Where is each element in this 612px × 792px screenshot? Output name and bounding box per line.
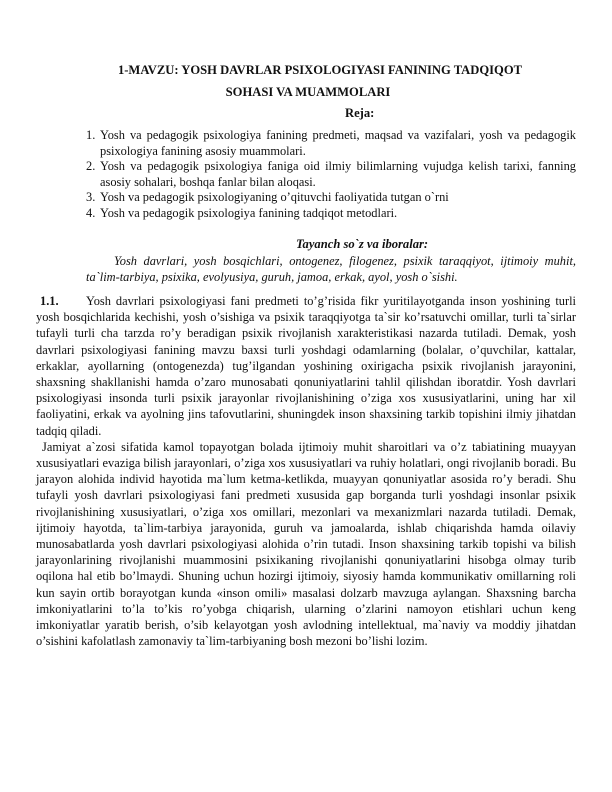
paragraph-1 (36, 293, 576, 439)
main-text (36, 293, 576, 649)
plan-item-text: Yosh va pedagogik psixologiya faniga oid ilmiy bilimlarning vujudga kelish tarixi, fanning asosiy sohalari, boshqa fanlar bilan aloqasi. (100, 159, 576, 189)
keywords-text: Yosh davrlari, yosh bosqichlari, ontogenez, filogenez, psixik taraqqiyot, ijtimoiy muhit, ta`lim-tarbiya, psixika, evolyusiya, guruh, jamoa, erkak, ayol, yosh o`sishi. (86, 254, 576, 284)
document-title-line-2: SOHASI VA MUAMMOLARI (225, 85, 391, 99)
plan-item-number: 1. (86, 128, 96, 142)
plan-item-text: Yosh va pedagogik psixologiya fanining predmeti, maqsad va vazifalari, yosh va pedagogik psixologiya fanining asosiy muammolari. (100, 128, 576, 158)
keywords-heading: Tayanch so`z va iboralar: (296, 237, 429, 251)
section-number: 1.1. (40, 294, 59, 308)
plan-list (86, 128, 576, 222)
paragraph-1-text: Yosh davrlari psixologiyasi fani predmeti to’g’risida fikr yuritilayotganda inson yoshining turli yosh bosqichlarida kechishi, yosh o’sishiga va psixik taraqqiyotga ta`sir ko’rsatuvchi omillar, turli ta`sirlar tufayli turli cha tarzda ro’y beradigan psixik rivojlanish xarakteristikasi nazarda tutiladi. Demak, yosh davrlari psixologiyasi fanining mavzu baxsi turli yoshdagi odamlarning (bolalar, o’quvchilar, kattalar, erkaklar, ayollarning (ontogenezda) tug’ilgandan yoshining oxirigacha psixik rivojlanish jarayonini, shaxsning shakllanishi hamda o’zaro munosabati qonuniyatlarini tahlil qilishdan iboratdir. Yosh davrlari psixologiyasi insonda turli psixik jarayonlar rivojlanishining o’ziga xos xususiyatlarini, uning har xil faoliyatini, erkak va ayolning jins tafovutlarini, shuningdek inson shaxsining tarkib topishini ilmiy jihatdan tadqiq qiladi. (36, 294, 576, 438)
document-title-line-1: 1-MAVZU: YOSH DAVRLAR PSIXOLOGIYASI FANINING TADQIQOT (117, 63, 523, 77)
plan-item-number: 3. (86, 190, 96, 205)
plan-item (86, 128, 576, 159)
plan-item-text: Yosh va pedagogik psixologiya fanining tadqiqot metodlari. (100, 205, 398, 220)
plan-item-text: Yosh va pedagogik psixologiyaning o’qituvchi faoliyatida tutgan o`rni (100, 190, 449, 205)
plan-item (86, 190, 576, 206)
plan-item-number: 2. (86, 159, 96, 174)
plan-item (86, 159, 576, 190)
plan-heading: Reja: (345, 106, 375, 120)
plan-item (86, 206, 576, 222)
plan-item-number: 4. (86, 205, 96, 220)
paragraph-2: Jamiyat a`zosi sifatida kamol topayotgan bolada ijtimoiy muhit sharoitlari va o’z tabiatining muayyan xususiyatlari evaziga bilish jarayonlari, o’ziga xos xususiyatlari va ruhiy holatlari, ongi rivojlanib boradi. Bu jarayon alohida individ hayotida ma`lum ketma-ketlikda, muayyan qonuniyatlar asosida ro’y beradi. Shu tufayli yosh davrlari psixologiyasi fani predmeti xususida gap borganda turli yoshdagi insonlar psixik rivojlanishining xususiyatlari, o’ziga xos omillari, mezonlari va mexanizmlari nazarda tutiladi. Demak, ijtimoiy hayotda, ta`lim-tarbiya jarayonida, guruh va jamoalarda, ishlab chiqarishda hamda oilaviy munosabatlarda yosh davrlari psixologiyasi alohida o’rin tutadi. Inson shaxsining tarkib topishi va bilish jarayonlarining rivojlanishi muammosini psixikaning rivojlanishi qonuniyatlarini hisobga olmay turib oqilona hal etib bo’lmaydi. Shuning uchun hozirgi ijtimoiy, siyosiy hamda kommunikativ omillarning roli kun sayin ortib borayotgan kunda «inson omili» masalasi dolzarb mavzuga aylangan. Shaxsning barcha imkoniyatlarini to’la to’kis ro’yobga chiqarish, ularning o’zlarini namoyon etishlari uchun keng imkoniyatlar yaratib berish, o’sib kelayotgan yosh avlodning intellektual, ma`naviy va moddiy jihatdan o’sishini kafolatlash zamonaviy ta`lim-tarbiyaning bosh mezoni bo’lishi lozim. (36, 439, 576, 649)
